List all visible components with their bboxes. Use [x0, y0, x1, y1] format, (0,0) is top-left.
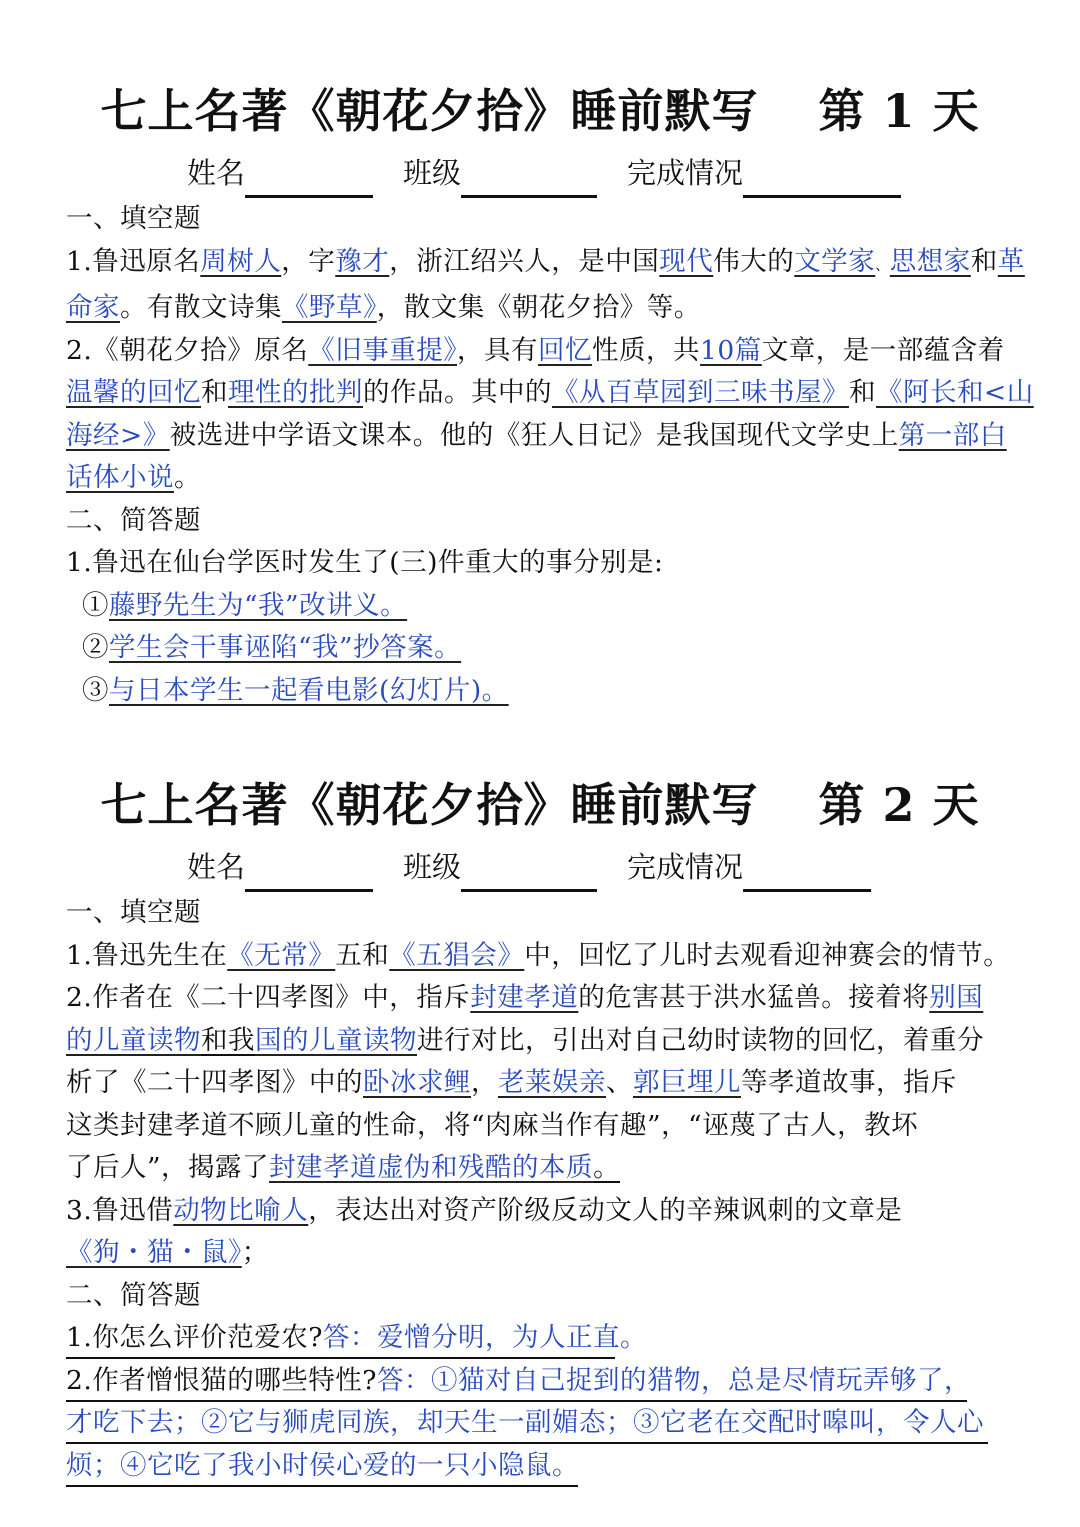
class-label: 班级: [403, 156, 462, 190]
answer: 封建孝道: [470, 982, 579, 1013]
answer: 《五猖会》: [389, 939, 525, 971]
answer: 郭巨埋儿: [633, 1067, 741, 1098]
page-title: [0, 772, 1080, 838]
question-line: 析了《二十四孝图》中的卧冰求鲤，老莱娱亲、郭巨埋儿等孝道故事，指斥: [66, 1067, 957, 1098]
question-line: 3.鲁迅借动物比喻人，表达出对资产阶级反动文人的辛辣讽刺的文章是: [66, 1194, 903, 1226]
question-line: 1.你怎么评价范爱农?答：爱憎分明，为人正直。: [0, 1317, 1080, 1360]
question-line: 2.作者憎恨猫的哪些特性?答：①猫对自己捉到的猎物，总是尽情玩弄够了，: [0, 1360, 1080, 1403]
title-text: 七上名著《朝花夕拾》睡前默写: [100, 778, 759, 832]
day1-sheet: [0, 78, 1080, 712]
answer: 10篇: [700, 334, 762, 366]
answer: 话体小说: [66, 462, 174, 493]
section-heading: 二、简答题: [66, 1279, 201, 1311]
question-line: 1.鲁迅先生在《无常》五和《五猖会》中，回忆了儿时去观看迎神赛会的情节。: [66, 939, 1011, 971]
question-line: 了后人”，揭露了封建孝道虚伪和残酷的本质。: [66, 1152, 621, 1183]
status-label: 完成情况: [627, 156, 744, 190]
class-blank[interactable]: [461, 855, 597, 892]
question-line: [0, 1445, 1080, 1488]
answer: 文学家: [794, 245, 876, 277]
day-label: 第 2 天: [818, 778, 980, 832]
title-text: 七上名著《朝花夕拾》睡前默写: [100, 84, 759, 138]
answer: 命家: [66, 292, 120, 323]
question-line: 这类封建孝道不顾儿童的性命，将“肉麻当作有趣”，“诬蔑了古人，教坏: [66, 1109, 919, 1141]
question-line: 命家。有散文诗集《野草》，散文集《朝花夕拾》等。: [66, 292, 701, 323]
day2-sheet: [0, 772, 1080, 1487]
answer: 《无常》: [227, 939, 336, 971]
status-blank[interactable]: [743, 161, 901, 198]
answer: 回忆: [538, 334, 593, 366]
list-item: ③与日本学生一起看电影(幻灯片)。: [82, 674, 509, 706]
answer: 封建孝道虚伪和残酷的本质: [269, 1152, 594, 1183]
answer: 《从百草园到三味书屋》: [552, 377, 849, 408]
answer: 的儿童读物: [66, 1024, 201, 1056]
answer: 革: [997, 245, 1025, 277]
answer: 与日本学生一起看电影(幻灯片)。: [109, 674, 509, 706]
answer: 藤野先生为“我”改讲义。: [109, 589, 408, 621]
answer: 烦；④它吃了我小时侯心爱的一只小隐鼠。: [66, 1447, 578, 1487]
name-blank[interactable]: [245, 161, 373, 198]
name-blank[interactable]: [245, 855, 373, 892]
student-info-row: [0, 842, 1080, 892]
answer: 动物比喻人: [173, 1194, 309, 1226]
class-label: 班级: [403, 850, 462, 884]
section-heading: 一、填空题: [66, 897, 201, 928]
question-line: 的儿童读物和我国的儿童读物进行对比，引出对自己幼时读物的回忆，着重分: [66, 1024, 984, 1056]
status-blank[interactable]: [743, 855, 871, 892]
answer: 海经>》: [66, 419, 170, 451]
page-title: [0, 78, 1080, 144]
answer: 卧冰求鲤: [363, 1067, 471, 1098]
answer: 豫才: [335, 245, 390, 277]
answer: 思想家: [889, 245, 971, 277]
question-line: 话体小说。: [66, 462, 201, 493]
answer: 《野草》: [282, 292, 377, 323]
list-item: ②学生会干事诬陷“我”抄答案。: [82, 632, 462, 663]
status-label: 完成情况: [627, 850, 744, 884]
answer: 第一部白: [898, 419, 1007, 451]
question-line: 2.作者在《二十四孝图》中，指斥封建孝道的危害甚于洪水猛兽。接着将别国: [66, 982, 984, 1013]
answer: 答：爱憎分明，为人正直。: [323, 1322, 647, 1353]
answer: 《旧事重提》: [308, 334, 458, 366]
name-label: 姓名: [187, 156, 246, 190]
section-heading: 二、简答题: [66, 504, 201, 536]
answer: 《阿长和<山: [876, 377, 1034, 408]
question-line: 1.鲁迅在仙台学医时发生了(三)件重大的事分别是:: [66, 547, 664, 578]
day-label: 第 1 天: [818, 84, 980, 138]
answer: 现代: [659, 245, 714, 277]
answer: 温馨的回忆: [66, 377, 201, 408]
question-line: 2.《朝花夕拾》原名《旧事重提》，具有回忆性质，共10篇文章，是一部蕴含着: [66, 334, 1005, 366]
question-line: 温馨的回忆和理性的批判的作品。其中的《从百草园到三味书屋》和《阿长和<山: [66, 377, 1034, 408]
question-line: [0, 1402, 1080, 1445]
list-item: ①藤野先生为“我”改讲义。: [82, 589, 408, 621]
answer: 答：①猫对自己捉到的猎物，总是尽情玩弄够了，: [377, 1364, 971, 1396]
answer: 理性的批判: [228, 377, 363, 408]
answer: 学生会干事诬陷“我”抄答案。: [109, 632, 462, 663]
answer: 国的儿童读物: [255, 1024, 417, 1056]
question-line: 海经>》被选进中学语文课本。他的《狂人日记》是我国现代文学史上第一部白: [66, 419, 1007, 451]
answer: 《狗・猫・鼠》: [66, 1237, 242, 1268]
class-blank[interactable]: [461, 161, 597, 198]
student-info-row: [0, 148, 1080, 198]
answer: 才吃下去；②它与狮虎同族，却天生一副媚态；③它老在交配时嗥叫，令人心: [66, 1404, 988, 1444]
answer: 别国: [929, 982, 984, 1013]
section-heading: 一、填空题: [66, 203, 201, 234]
name-label: 姓名: [187, 850, 246, 884]
question-line: 1.鲁迅原名周树人，字豫才，浙江绍兴人，是中国现代伟大的文学家、思想家和革: [66, 245, 1025, 277]
answer: 周树人: [200, 245, 282, 277]
answer: 老莱娱亲: [498, 1067, 606, 1098]
question-line: 《狗・猫・鼠》；: [66, 1237, 269, 1268]
